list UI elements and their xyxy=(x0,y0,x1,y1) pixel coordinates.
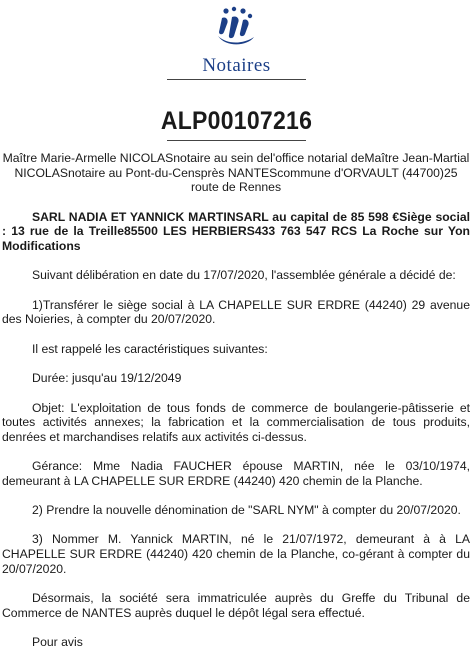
notaires-emblem-icon xyxy=(212,6,260,48)
notice-body xyxy=(2,151,470,664)
paragraph-duration: Durée: jusqu'au 19/12/2049 xyxy=(32,371,182,386)
notary-intro: Maître Marie-Armelle NICOLASnotaire au sein del'office notarial deMaître Jean-Martial NICOLASnotaire au Pont-du-Censprès NANTEScommune d'ORVAULT (44700)25 route de Rennes xyxy=(2,151,470,195)
paragraph-reminder: Il est rappelé les caractéristiques suivantes: xyxy=(32,341,268,356)
paragraph-registration: Désormais, la société sera immatriculée auprès du Greffe du Tribunal de Commerce de NANTES auprès duquel le dépôt légal sera effectué. xyxy=(2,591,470,620)
paragraph-management: Gérance: Mme Nadia FAUCHER épouse MARTIN, née le 03/10/1974, demeurant à LA CHAPELLE SUR ERDRE (44240) 420 chemin de la Planche. xyxy=(2,459,470,488)
notice-reference: ALP00107216 xyxy=(160,107,313,135)
logo-wordmark: Notaires xyxy=(202,55,271,76)
paragraph-object: Objet: L'exploitation de tous fonds de commerce de boulangerie-pâtisserie et toutes activités annexes; la fabrication et la commercialisation de tous produits, denrées et marchandises relatifs aux activités ci-dessus. xyxy=(2,400,470,444)
top-divider xyxy=(167,79,306,80)
bottom-divider xyxy=(167,140,306,141)
paragraph-co-manager: 3) Nommer M. Yannick MARTIN, né le 21/07/1972, demeurant à à LA CHAPELLE SUR ERDRE (44240) 420 chemin de la Planche, co-gérant à compter du 20/07/2020. xyxy=(2,532,470,576)
notaires-logo xyxy=(0,6,473,76)
paragraph-deliberation: Suivant délibération en date du 17/07/2020, l'assemblée générale a décidé de: xyxy=(32,268,456,283)
company-header: SARL NADIA ET YANNICK MARTINSARL au capital de 85 598 €Siège social : 13 rue de la Treille85500 LES HERBIERS433 763 547 RCS La Roche sur Yon Modifications xyxy=(2,209,470,253)
paragraph-new-name: 2) Prendre la nouvelle dénomination de "SARL NYM" à compter du 20/07/2020. xyxy=(32,503,461,518)
paragraph-transfer: 1)Transférer le siège social à LA CHAPELLE SUR ERDRE (44240) 29 avenue des Noieries, à compter du 20/07/2020. xyxy=(2,297,470,327)
paragraph-closing: Pour avis xyxy=(32,635,83,650)
